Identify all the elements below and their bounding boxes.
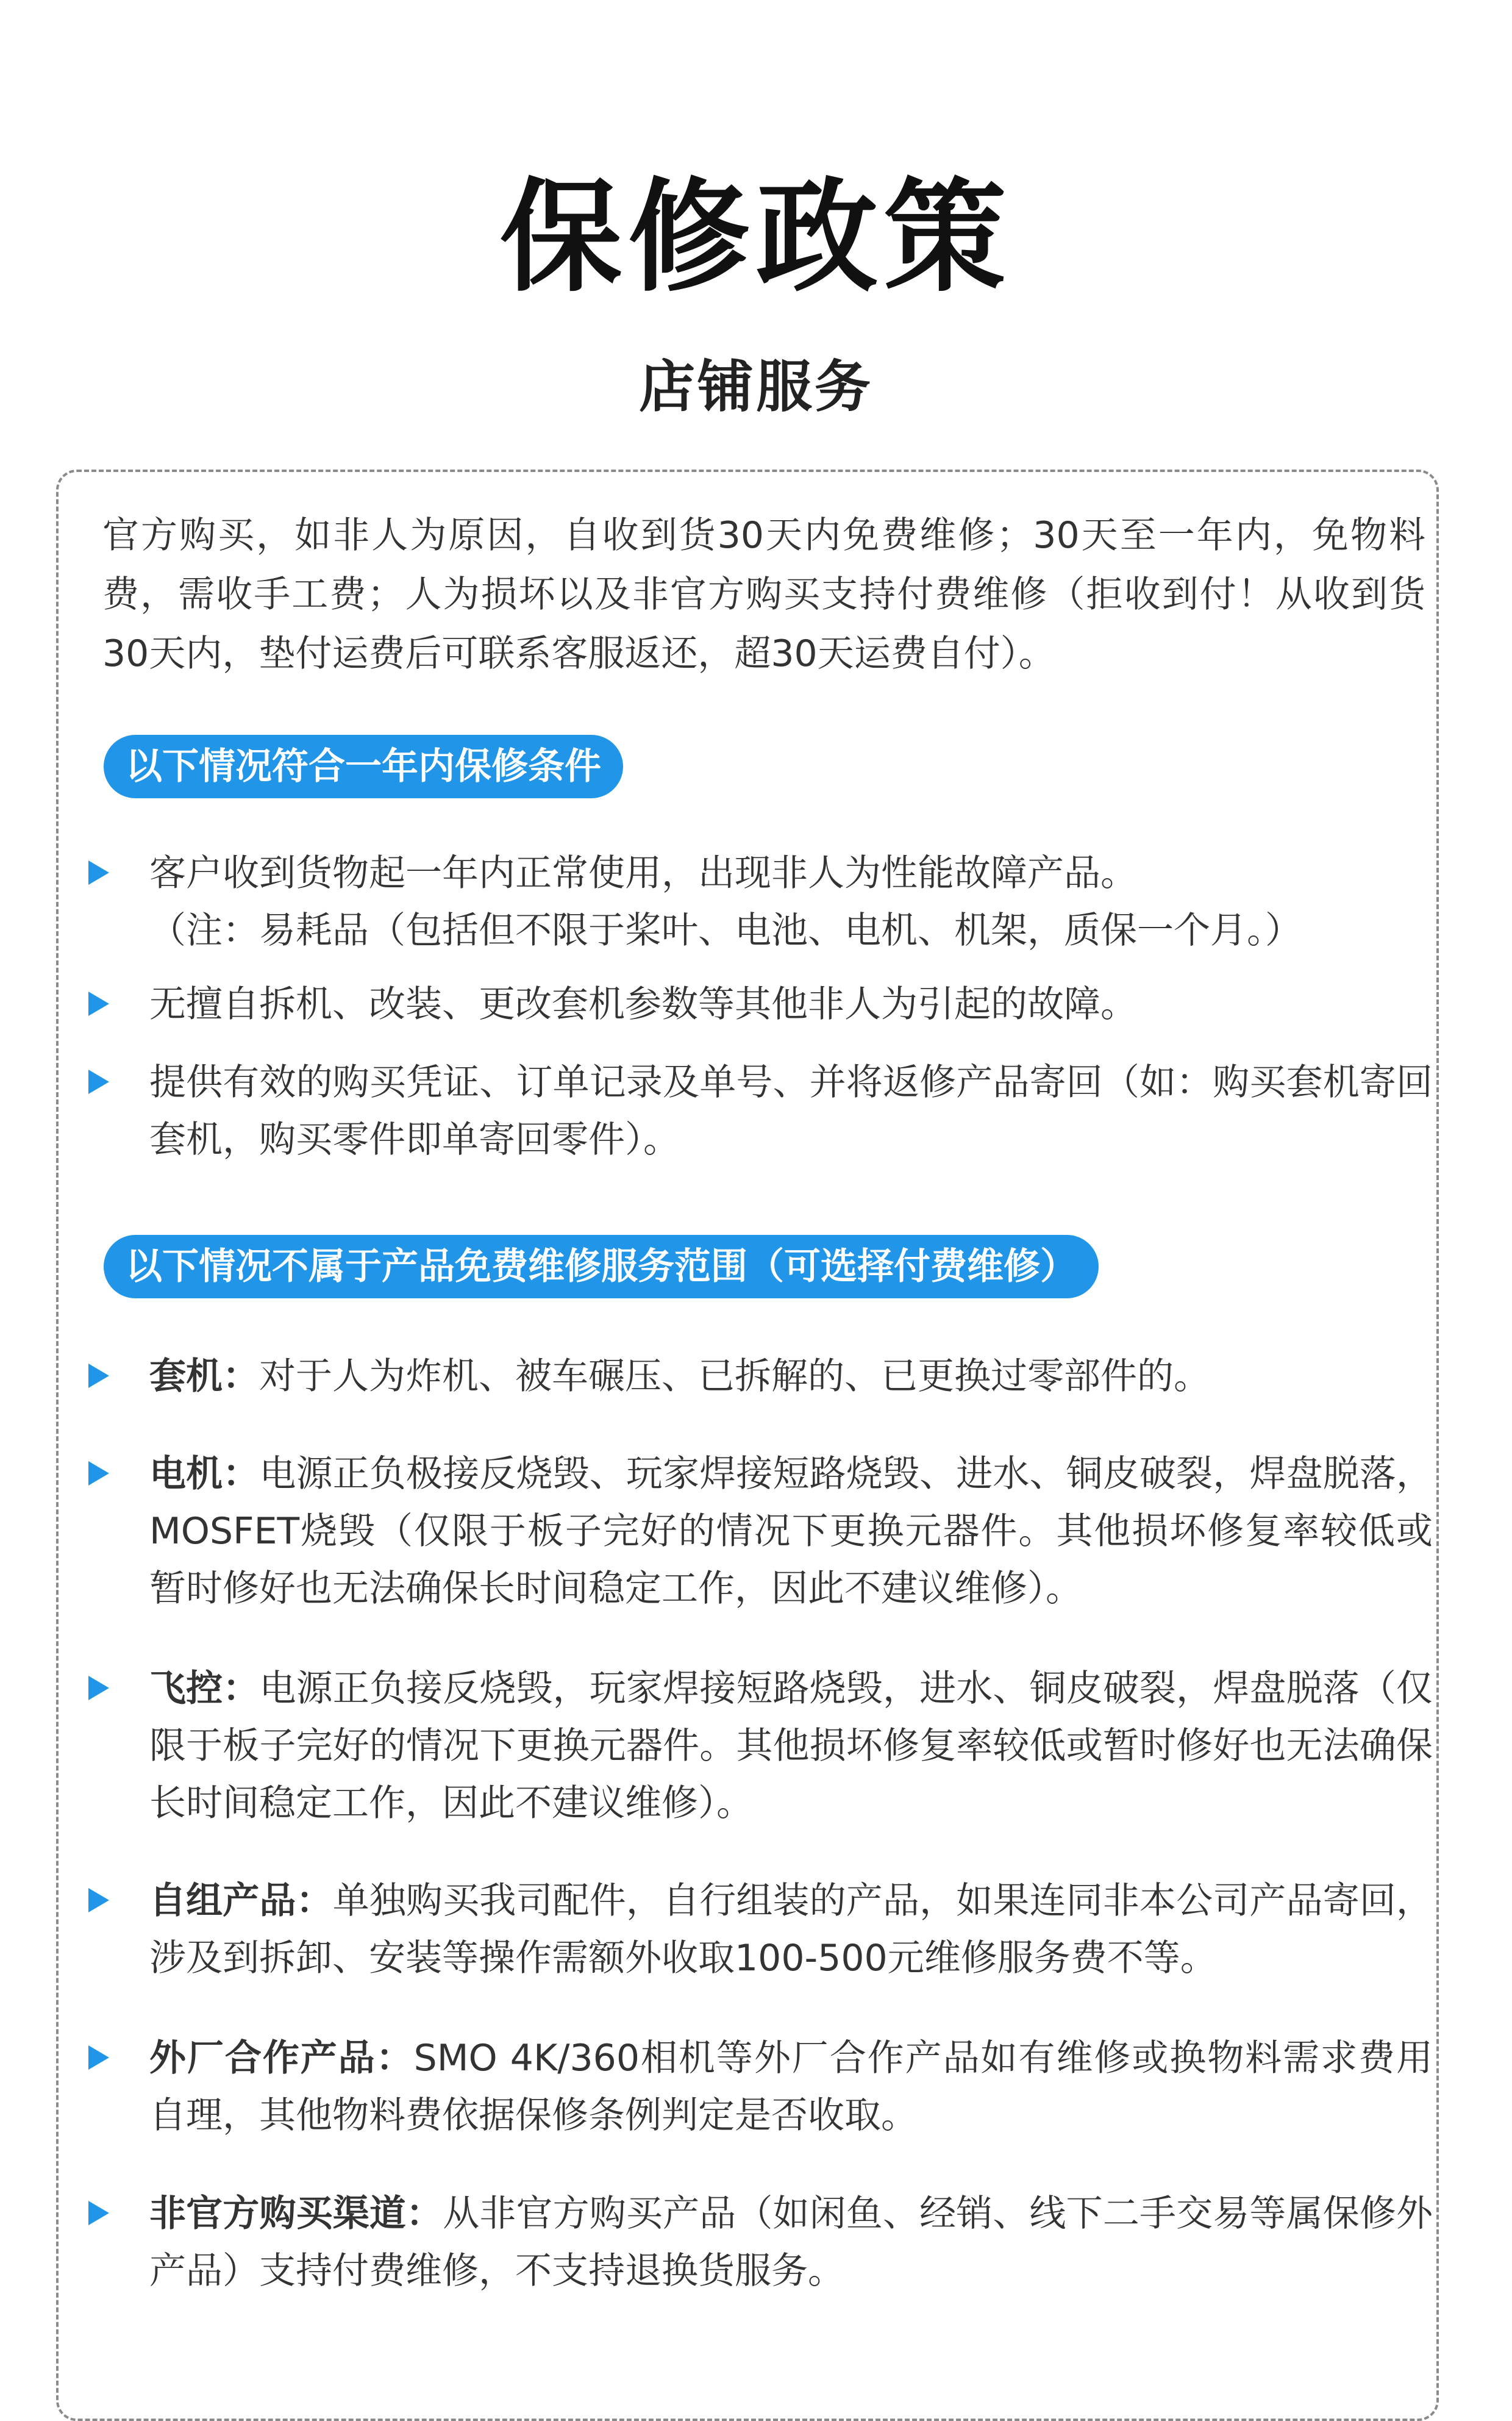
list-item-text: 无擅自拆机、改装、更改套机参数等其他非人为引起的故障。 — [149, 983, 1137, 1026]
list-item-body: 对于人为炸机、被车碾压、已拆解的、已更换过零部件的。 — [259, 1355, 1210, 1398]
bullet-triangle-icon — [88, 860, 109, 885]
exclusions-badge: 以下情况不属于产品免费维修服务范围（可选择付费维修） — [104, 1235, 1099, 1298]
list-item-label: 电机： — [149, 1453, 260, 1495]
bullet-triangle-icon — [88, 1461, 109, 1486]
list-item-body: 电源正负接反烧毁，玩家焊接短路烧毁，进水、铜皮破裂，焊盘脱落（仅限于板子完好的情况下更换元器件。其他损坏修复率较低或暂时修好也无法确保长时间稳定工作，因此不建议维修）。 — [149, 1667, 1433, 1825]
list-item-text — [149, 2029, 1433, 2144]
list-item-text — [149, 1445, 1433, 1617]
list-item-text — [149, 845, 1433, 959]
bullet-triangle-icon — [88, 1676, 109, 1700]
bullet-triangle-icon — [88, 992, 109, 1016]
list-item-text — [149, 1348, 1433, 1405]
bullet-triangle-icon — [88, 1364, 109, 1388]
list-item-text — [149, 2185, 1433, 2300]
list-item-body: 单独购买我司配件，自行组装的产品，如果连同非本公司产品寄回，涉及到拆卸、安装等操作需额外收取100-500元维修服务费不等。 — [149, 1879, 1433, 1979]
bullet-triangle-icon — [88, 1888, 109, 1912]
bullet-triangle-icon — [88, 2045, 109, 2070]
page-title: 保修政策 — [499, 166, 1012, 309]
list-item-text — [149, 1660, 1433, 1832]
list-item-label: 外厂合作产品： — [149, 2037, 414, 2079]
list-item-text: 提供有效的购买凭证、订单记录及单号、并将返修产品寄回（如：购买套机寄回套机，购买零件即单寄回零件）。 — [149, 1061, 1433, 1161]
bullet-triangle-icon — [88, 1070, 109, 1094]
list-item-note: （注：易耗品（包括但不限于桨叶、电池、电机、机架，质保一个月。） — [149, 909, 1302, 952]
list-item-label: 飞控： — [149, 1667, 260, 1710]
list-item-body: 从非官方购买产品（如闲鱼、经销、线下二手交易等属保修外产品）支持付费维修，不支持退换货服务。 — [149, 2192, 1433, 2292]
list-item-text — [149, 1872, 1433, 1987]
list-item-label: 自组产品： — [149, 1879, 333, 1922]
list-item-body: 电源正负极接反烧毁、玩家焊接短路烧毁、进水、铜皮破裂，焊盘脱落，MOSFET烧毁（仅限于板子完好的情况下更换元器件。其他损坏修复率较低或暂时修好也无法确保长时间稳定工作，因此不建议维修）。 — [149, 1453, 1433, 1610]
section-title: 店铺服务 — [638, 354, 873, 420]
warranty-conditions-badge: 以下情况符合一年内保修条件 — [104, 735, 623, 798]
list-item-main-text: 客户收到货物起一年内正常使用，出现非人为性能故障产品。 — [149, 852, 1137, 895]
list-item-label: 非官方购买渠道： — [149, 2192, 443, 2235]
list-item-body: SMO 4K/360相机等外厂合作产品如有维修或换物料需求费用自理，其他物料费依据保修条例判定是否收取。 — [149, 2037, 1433, 2137]
list-item-label: 套机： — [149, 1355, 259, 1398]
bullet-triangle-icon — [88, 2201, 109, 2225]
intro-paragraph: 官方购买，如非人为原因，自收到货30天内免费维修；30天至一年内，免物料费，需收手工费；人为损坏以及非官方购买支持付费维修（拒收到付！从收到货30天内，垫付运费后可联系客服返还，超30天运费自付）。 — [102, 514, 1425, 675]
